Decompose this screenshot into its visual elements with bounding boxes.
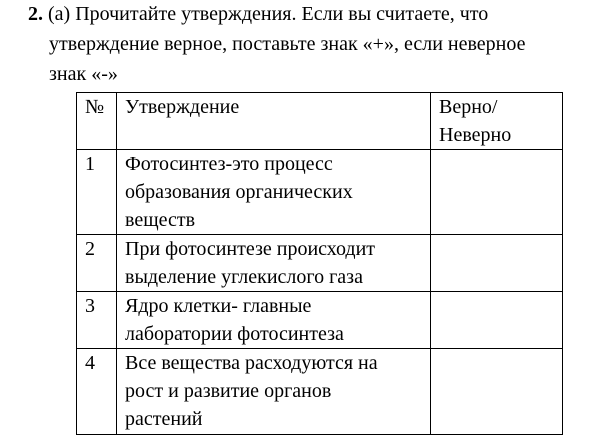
table-row — [77, 235, 563, 292]
header-number: № — [77, 93, 117, 150]
row-number: 1 — [77, 150, 117, 235]
table-row — [77, 150, 563, 235]
row-statement: Все вещества расходуются на рост и развитие органов растений — [117, 349, 431, 435]
row-number: 4 — [77, 349, 117, 435]
statements-table — [76, 92, 563, 435]
task-instruction — [28, 0, 598, 90]
table-row — [77, 292, 563, 349]
row-number: 3 — [77, 292, 117, 349]
row-statement: Ядро клетки- главные лаборатории фотосинтеза — [117, 292, 431, 349]
table-header-row — [77, 93, 563, 150]
header-true-false: Верно/ Неверно — [431, 93, 563, 150]
row-statement: При фотосинтезе происходит выделение углекислого газа — [117, 235, 431, 292]
row-statement: Фотосинтез-это процесс образования органических веществ — [117, 150, 431, 235]
answer-cell[interactable] — [431, 150, 563, 235]
task-text-line-3: знак «-» — [49, 63, 118, 85]
table-row — [77, 349, 563, 435]
row-number: 2 — [77, 235, 117, 292]
header-statement: Утверждение — [117, 93, 431, 150]
answer-cell[interactable] — [431, 349, 563, 435]
answer-cell[interactable] — [431, 235, 563, 292]
task-text-line-2: утверждение верное, поставьте знак «+», если неверное — [49, 33, 526, 55]
task-line-1 — [28, 0, 598, 30]
task-number: 2. — [28, 3, 43, 25]
task-text-line-1: (а) Прочитайте утверждения. Если вы считаете, что — [48, 3, 489, 25]
answer-cell[interactable] — [431, 292, 563, 349]
